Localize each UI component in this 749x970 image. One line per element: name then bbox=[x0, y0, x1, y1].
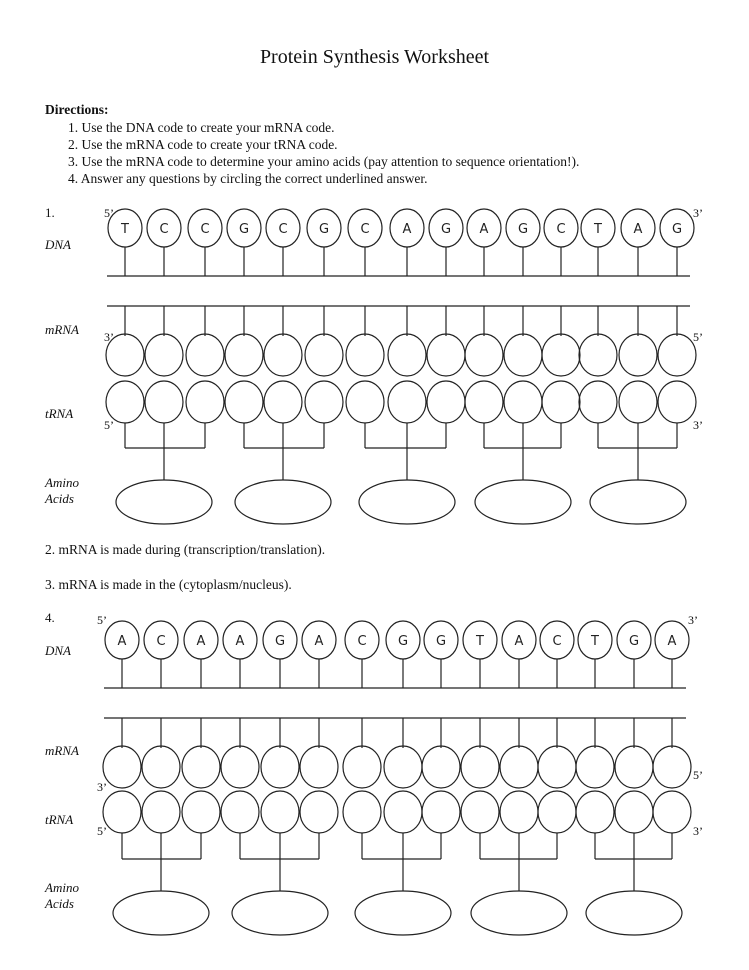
direction-item: 2. Use the mRNA code to create your tRNA code. bbox=[68, 137, 338, 152]
amino-acid-blank-oval[interactable] bbox=[359, 480, 455, 524]
dna-base-letter: G bbox=[238, 222, 250, 237]
mrna-blank-circle[interactable] bbox=[145, 334, 183, 376]
trna-blank-circle[interactable] bbox=[465, 381, 503, 423]
dna-3-prime: 3’ bbox=[688, 613, 698, 627]
mrna-blank-circle[interactable] bbox=[576, 746, 614, 788]
trna-blank-circle[interactable] bbox=[261, 791, 299, 833]
mrna-blank-circle[interactable] bbox=[221, 746, 259, 788]
trna-3-prime: 3’ bbox=[693, 418, 703, 432]
trna-blank-circle[interactable] bbox=[346, 381, 384, 423]
dna-base-letter: G bbox=[435, 634, 447, 649]
trna-3-prime: 3’ bbox=[693, 824, 703, 838]
problem-number: 1. bbox=[45, 205, 55, 220]
trna-blank-circle[interactable] bbox=[579, 381, 617, 423]
acids-label: Acids bbox=[45, 896, 74, 911]
mrna-blank-circle[interactable] bbox=[615, 746, 653, 788]
mrna-3-prime: 3’ bbox=[97, 780, 107, 794]
amino-acid-blank-oval[interactable] bbox=[113, 891, 209, 935]
trna-label: tRNA bbox=[45, 406, 74, 421]
amino-acid-blank-oval[interactable] bbox=[471, 891, 567, 935]
dna-base-letter: C bbox=[357, 634, 367, 649]
trna-blank-circle[interactable] bbox=[142, 791, 180, 833]
dna-base-letter: T bbox=[591, 634, 599, 649]
dna-base-letter: C bbox=[156, 634, 166, 649]
trna-blank-circle[interactable] bbox=[221, 791, 259, 833]
dna-base-letter: C bbox=[552, 634, 562, 649]
trna-blank-circle[interactable] bbox=[500, 791, 538, 833]
dna-base-letter: A bbox=[633, 222, 643, 237]
trna-5-prime: 5’ bbox=[104, 418, 114, 432]
trna-blank-circle[interactable] bbox=[461, 791, 499, 833]
dna-base-letter: G bbox=[440, 222, 452, 237]
dna-base-letter: A bbox=[479, 222, 489, 237]
amino-acid-blank-oval[interactable] bbox=[116, 480, 212, 524]
trna-blank-circle[interactable] bbox=[182, 791, 220, 833]
trna-blank-circle[interactable] bbox=[504, 381, 542, 423]
mrna-blank-circle[interactable] bbox=[465, 334, 503, 376]
dna-base-letter: G bbox=[397, 634, 409, 649]
trna-blank-circle[interactable] bbox=[300, 791, 338, 833]
problem-number: 4. bbox=[45, 610, 55, 625]
mrna-blank-circle[interactable] bbox=[186, 334, 224, 376]
question-3: 3. mRNA is made in the (cytoplasm/nucleus). bbox=[45, 577, 292, 592]
trna-blank-circle[interactable] bbox=[615, 791, 653, 833]
dna-base-letter: T bbox=[476, 634, 484, 649]
mrna-label: mRNA bbox=[45, 322, 79, 337]
mrna-blank-circle[interactable] bbox=[427, 334, 465, 376]
dna-label: DNA bbox=[45, 237, 71, 252]
trna-blank-circle[interactable] bbox=[145, 381, 183, 423]
dna-base-letter: A bbox=[314, 634, 324, 649]
amino-acid-blank-oval[interactable] bbox=[475, 480, 571, 524]
mrna-blank-circle[interactable] bbox=[461, 746, 499, 788]
mrna-3-prime: 3’ bbox=[104, 330, 114, 344]
mrna-blank-circle[interactable] bbox=[384, 746, 422, 788]
mrna-blank-circle[interactable] bbox=[653, 746, 691, 788]
question-2: 2. mRNA is made during (transcription/translation). bbox=[45, 542, 326, 557]
trna-5-prime: 5’ bbox=[97, 824, 107, 838]
dna-base-letter: A bbox=[117, 634, 127, 649]
direction-item: 4. Answer any questions by circling the correct underlined answer. bbox=[68, 171, 428, 186]
dna-base-letter: A bbox=[235, 634, 245, 649]
dna-base-letter: C bbox=[278, 222, 288, 237]
amino-acid-blank-oval[interactable] bbox=[586, 891, 682, 935]
mrna-blank-circle[interactable] bbox=[305, 334, 343, 376]
dna-5-prime: 5’ bbox=[97, 613, 107, 627]
mrna-blank-circle[interactable] bbox=[504, 334, 542, 376]
trna-label: tRNA bbox=[45, 812, 74, 827]
trna-blank-circle[interactable] bbox=[305, 381, 343, 423]
dna-5-prime: 5’ bbox=[104, 206, 114, 220]
page-title: Protein Synthesis Worksheet bbox=[259, 46, 490, 68]
trna-blank-circle[interactable] bbox=[542, 381, 580, 423]
dna-base-letter: A bbox=[667, 634, 677, 649]
trna-blank-circle[interactable] bbox=[343, 791, 381, 833]
dna-base-letter: C bbox=[159, 222, 169, 237]
amino-acid-blank-oval[interactable] bbox=[355, 891, 451, 935]
mrna-blank-circle[interactable] bbox=[658, 334, 696, 376]
dna-base-letter: T bbox=[594, 222, 602, 237]
mrna-blank-circle[interactable] bbox=[579, 334, 617, 376]
trna-blank-circle[interactable] bbox=[264, 381, 302, 423]
mrna-blank-circle[interactable] bbox=[142, 746, 180, 788]
trna-blank-circle[interactable] bbox=[384, 791, 422, 833]
mrna-blank-circle[interactable] bbox=[182, 746, 220, 788]
dna-base-letter: C bbox=[200, 222, 210, 237]
amino-label: Amino bbox=[45, 880, 79, 895]
mrna-5-prime: 5’ bbox=[693, 330, 703, 344]
dna-label: DNA bbox=[45, 643, 71, 658]
dna-base-letter: A bbox=[514, 634, 524, 649]
amino-acid-blank-oval[interactable] bbox=[590, 480, 686, 524]
trna-blank-circle[interactable] bbox=[576, 791, 614, 833]
trna-blank-circle[interactable] bbox=[106, 381, 144, 423]
mrna-blank-circle[interactable] bbox=[106, 334, 144, 376]
trna-blank-circle[interactable] bbox=[103, 791, 141, 833]
mrna-blank-circle[interactable] bbox=[422, 746, 460, 788]
dna-base-letter: G bbox=[318, 222, 330, 237]
mrna-blank-circle[interactable] bbox=[500, 746, 538, 788]
mrna-blank-circle[interactable] bbox=[103, 746, 141, 788]
mrna-label: mRNA bbox=[45, 743, 79, 758]
trna-blank-circle[interactable] bbox=[427, 381, 465, 423]
trna-blank-circle[interactable] bbox=[658, 381, 696, 423]
trna-blank-circle[interactable] bbox=[619, 381, 657, 423]
amino-acid-blank-oval[interactable] bbox=[235, 480, 331, 524]
directions-heading: Directions: bbox=[45, 102, 109, 117]
dna-base-letter: G bbox=[274, 634, 286, 649]
dna-base-letter: C bbox=[360, 222, 370, 237]
dna-base-letter: G bbox=[628, 634, 640, 649]
acids-label: Acids bbox=[45, 491, 74, 506]
mrna-blank-circle[interactable] bbox=[343, 746, 381, 788]
trna-blank-circle[interactable] bbox=[388, 381, 426, 423]
mrna-blank-circle[interactable] bbox=[225, 334, 263, 376]
trna-blank-circle[interactable] bbox=[538, 791, 576, 833]
amino-label: Amino bbox=[45, 475, 79, 490]
mrna-blank-circle[interactable] bbox=[261, 746, 299, 788]
trna-blank-circle[interactable] bbox=[653, 791, 691, 833]
trna-blank-circle[interactable] bbox=[186, 381, 224, 423]
dna-base-letter: A bbox=[402, 222, 412, 237]
direction-item: 1. Use the DNA code to create your mRNA code. bbox=[68, 120, 335, 135]
mrna-5-prime: 5’ bbox=[693, 768, 703, 782]
dna-3-prime: 3’ bbox=[693, 206, 703, 220]
trna-blank-circle[interactable] bbox=[225, 381, 263, 423]
mrna-blank-circle[interactable] bbox=[542, 334, 580, 376]
trna-blank-circle[interactable] bbox=[422, 791, 460, 833]
mrna-blank-circle[interactable] bbox=[346, 334, 384, 376]
amino-acid-blank-oval[interactable] bbox=[232, 891, 328, 935]
dna-base-letter: C bbox=[556, 222, 566, 237]
mrna-blank-circle[interactable] bbox=[388, 334, 426, 376]
dna-base-letter: T bbox=[121, 222, 129, 237]
mrna-blank-circle[interactable] bbox=[538, 746, 576, 788]
dna-base-letter: G bbox=[517, 222, 529, 237]
dna-base-letter: A bbox=[196, 634, 206, 649]
dna-base-letter: G bbox=[671, 222, 683, 237]
mrna-blank-circle[interactable] bbox=[300, 746, 338, 788]
mrna-blank-circle[interactable] bbox=[264, 334, 302, 376]
direction-item: 3. Use the mRNA code to determine your amino acids (pay attention to sequence orientation!). bbox=[68, 154, 580, 169]
mrna-blank-circle[interactable] bbox=[619, 334, 657, 376]
